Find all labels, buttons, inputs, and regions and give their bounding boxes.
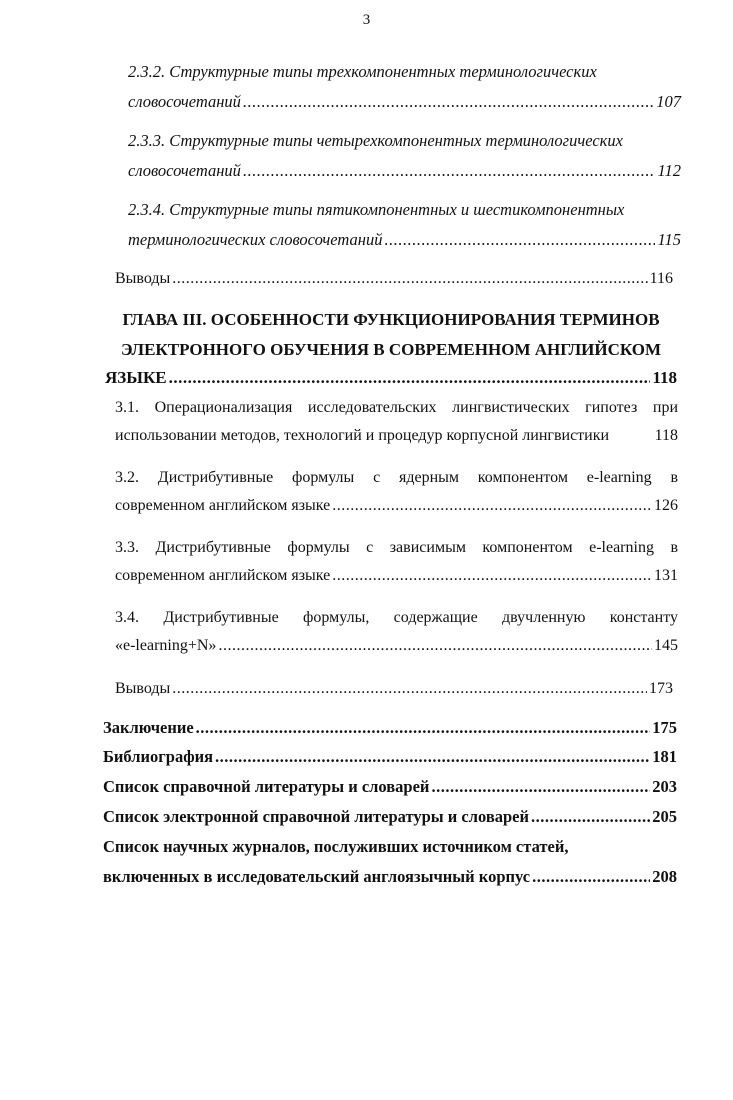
toc-page-number: 145 (654, 637, 678, 654)
toc-title-line1: 3.4. Дистрибутивные формулы, содержащие двучленную константу (115, 609, 678, 626)
toc-line (128, 161, 681, 181)
chapter-title-line3: ЯЗЫКЕ (105, 368, 167, 387)
toc-entry-journals[interactable] (103, 837, 677, 887)
toc-line (115, 637, 678, 655)
dot-leader (196, 718, 651, 738)
toc-entry-electronic-reference[interactable] (103, 807, 677, 827)
toc-entry-3-1[interactable] (115, 399, 678, 445)
toc-line (115, 567, 678, 585)
toc-title-line2: терминологических словосочетаний (128, 230, 383, 249)
toc-page-number: 131 (654, 567, 678, 584)
toc-line (128, 62, 681, 82)
toc-title-line1: 2.3.3. Структурные типы четырехкомпонентных терминологических (128, 131, 623, 150)
toc-page-number: 181 (652, 747, 677, 766)
dot-leader (332, 497, 652, 515)
toc-page-number: 126 (654, 497, 678, 514)
toc-entry-conclusions-ch2[interactable] (115, 270, 673, 288)
dot-leader (169, 368, 651, 388)
toc-line (115, 427, 678, 445)
dot-leader (332, 567, 652, 585)
toc-entry-reference-literature[interactable] (103, 777, 677, 797)
page-number: 3 (362, 12, 371, 28)
toc-title-line2: современном английском языке (115, 567, 331, 584)
toc-line (115, 497, 678, 515)
toc-title-line1: 3.1. Операционализация исследовательских лингвистических гипотез при (115, 399, 678, 416)
toc-entry-3-3[interactable] (115, 539, 678, 585)
toc-page-number: 173 (649, 680, 673, 697)
toc-page-number: 205 (652, 807, 677, 826)
toc-title-line2: «e-learning+N» (115, 637, 217, 654)
toc-page-number: 107 (656, 92, 681, 111)
toc-title-line1: 3.3. Дистрибутивные формулы с зависимым компонентом e-learning в (115, 539, 678, 556)
toc-entry-2-3-4[interactable] (128, 200, 681, 250)
toc-title-line2: включенных в исследовательский англоязычный корпус (103, 867, 531, 886)
toc-entry-2-3-2[interactable] (128, 62, 681, 112)
toc-page-number: 116 (649, 270, 673, 287)
toc-page-number: 115 (657, 230, 681, 249)
toc-title: Список справочной литературы и словарей (103, 777, 430, 796)
toc-title: Выводы (115, 270, 171, 287)
toc-entry-3-2[interactable] (115, 469, 678, 515)
dot-leader (215, 747, 650, 767)
dot-leader (384, 230, 655, 250)
toc-line (128, 92, 681, 112)
toc-page-number: 118 (652, 368, 677, 387)
toc-entry-bibliography[interactable] (103, 747, 677, 767)
toc-title-line1: 2.3.4. Структурные типы пятикомпонентных и шестикомпонентных (128, 200, 625, 219)
toc-title-line2: использовании методов, технологий и процедур корпусной лингвистики (115, 427, 610, 444)
chapter-title-line2: ЭЛЕКТРОННОГО ОБУЧЕНИЯ В СОВРЕМЕННОМ АНГЛИЙСКОМ (120, 340, 662, 359)
toc-page-number: 118 (654, 427, 678, 444)
toc-title-line2: словосочетаний (128, 161, 241, 180)
toc-line (128, 230, 681, 250)
dot-leader (532, 867, 650, 887)
toc-line (105, 368, 677, 388)
toc-title-line1: Список научных журналов, послуживших источником статей, (103, 837, 569, 856)
toc-title-line2: современном английском языке (115, 497, 331, 514)
dot-leader (218, 637, 652, 655)
toc-title: Выводы (115, 680, 171, 697)
toc-page-number: 175 (652, 718, 677, 737)
toc-entry-2-3-3[interactable] (128, 131, 681, 181)
toc-page-number: 203 (652, 777, 677, 796)
toc-entry-conclusions-ch3[interactable] (115, 680, 673, 698)
toc-title-line2: словосочетаний (128, 92, 241, 111)
toc-title: Список электронной справочной литературы и словарей (103, 807, 529, 826)
chapter-title-line1: ГЛАВА III. ОСОБЕННОСТИ ФУНКЦИОНИРОВАНИЯ ТЕРМИНОВ (122, 310, 660, 329)
toc-entry-3-4[interactable] (115, 609, 678, 655)
toc-line (128, 200, 681, 220)
toc-page-number: 208 (652, 867, 677, 886)
toc-entry-chapter-3[interactable] (105, 310, 677, 388)
toc-title: Заключение (103, 718, 194, 737)
dot-leader (431, 777, 650, 797)
dot-leader (172, 680, 647, 698)
dot-leader (243, 161, 656, 181)
toc-entry-conclusion[interactable] (103, 718, 677, 738)
toc-page-number: 112 (657, 161, 681, 180)
dot-leader (172, 270, 647, 288)
toc-line (103, 867, 677, 887)
dot-leader (531, 807, 650, 827)
toc-title: Библиография (103, 747, 214, 766)
toc-title-line1: 2.3.2. Структурные типы трехкомпонентных терминологических (128, 62, 597, 81)
dot-leader (243, 92, 654, 112)
toc-line (128, 131, 681, 151)
toc-title-line1: 3.2. Дистрибутивные формулы с ядерным компонентом e-learning в (115, 469, 678, 486)
